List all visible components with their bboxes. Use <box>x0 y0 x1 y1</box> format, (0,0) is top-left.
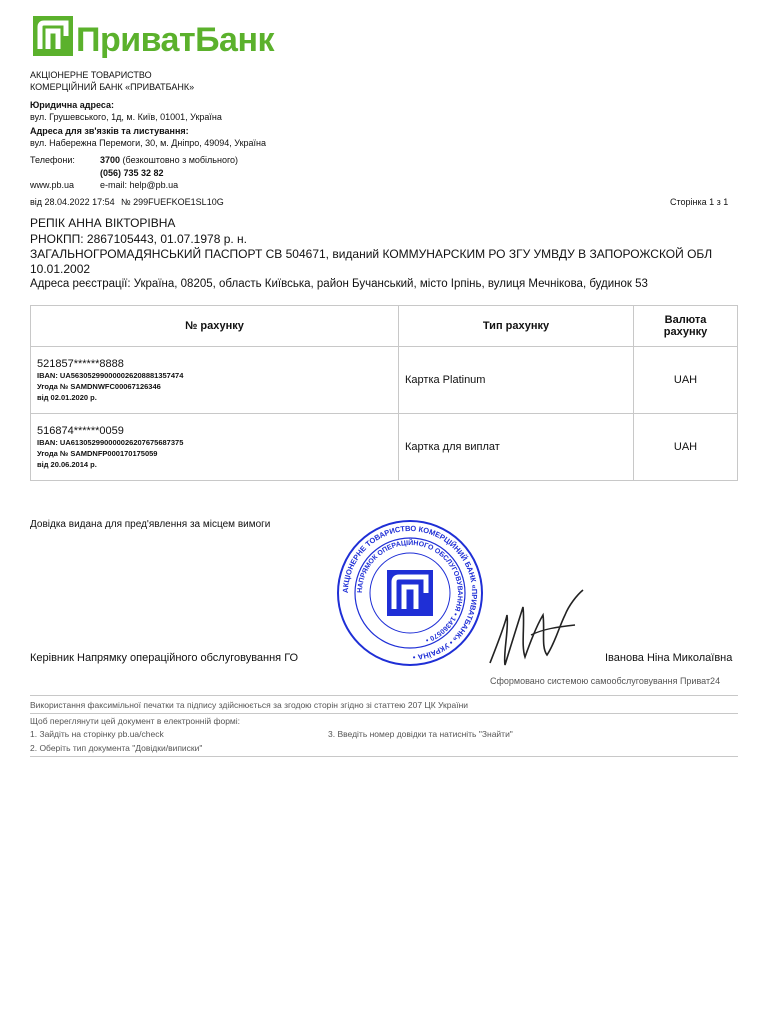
table-row <box>31 414 738 481</box>
generated-by: Сформовано системою самообслуговування Приват24 <box>490 676 721 686</box>
facsimile-note: Використання факсимільної печатки та підпису здійснюється за згодою сторін згідно зі статтею 207 ЦК України <box>30 700 469 710</box>
client-name: РЕПІК АННА ВІКТОРІВНА <box>30 216 176 230</box>
instruction-step-1: 1. Зайдіть на сторінку pb.ua/check <box>30 729 164 739</box>
certificate-purpose: Довідка видана для пред'явлення за місцем вимоги <box>30 519 271 530</box>
bank-org-line1: АКЦІОНЕРНЕ ТОВАРИСТВО <box>30 70 152 80</box>
client-address: Адреса реєстрації: Україна, 08205, область Київська, район Бучанський, місто Ірпінь, вулиця Мечнікова, будинок 53 <box>30 278 648 290</box>
account-iban: IBAN: UA613052990000026207675687375 <box>37 437 184 447</box>
account-date: від 20.06.2014 р. <box>37 459 97 469</box>
account-cell <box>31 347 399 414</box>
account-number: 516874******0059 <box>37 424 124 437</box>
doc-number: № 299FUEFKOE1SL10G <box>121 197 224 207</box>
instruction-step-3: 3. Введіть номер довідки та натисніть "Знайти" <box>328 729 513 739</box>
legal-address: вул. Грушевського, 1д, м. Київ, 01001, Україна <box>30 112 222 122</box>
legal-address-label: Юридична адреса: <box>30 100 114 110</box>
col-currency-line1: Валюта <box>664 314 707 326</box>
col-currency <box>634 306 738 347</box>
bank-logo-text: ПриватБанк <box>76 21 275 59</box>
footer-divider <box>30 695 738 696</box>
account-date: від 02.01.2020 р. <box>37 392 97 402</box>
doc-date: від 28.04.2022 17:54 <box>30 197 115 207</box>
client-id: РНОКПП: 2867105443, 01.07.1978 р. н. <box>30 232 248 246</box>
account-agreement: Угода № SAMDNFP000170175059 <box>37 448 158 458</box>
website-link[interactable]: www.pb.ua <box>30 180 75 190</box>
footer-divider <box>30 756 738 757</box>
signature-image <box>485 585 590 670</box>
account-cell <box>31 414 399 481</box>
contact-address: вул. Набережна Перемоги, 30, м. Дніпро, 49094, Україна <box>30 138 267 148</box>
account-agreement: Угода № SAMDNWFC00067126346 <box>37 381 161 391</box>
accounts-table <box>30 305 738 481</box>
phone-primary <box>100 154 238 166</box>
phones-label: Телефони: <box>30 155 75 165</box>
bank-seal-stamp <box>335 518 485 668</box>
account-iban: IBAN: UA563052990000026208881357474 <box>37 370 184 380</box>
phone-1-note: (безкоштовно з мобільного) <box>122 155 239 165</box>
footer-divider <box>30 713 738 714</box>
phone-2: (056) 735 32 82 <box>100 168 164 178</box>
account-type: Картка Platinum <box>399 347 634 414</box>
svg-text:НАПРЯМОК ОПЕРАЦІЙНОГО ОБСЛУГОВ: НАПРЯМОК ОПЕРАЦІЙНОГО ОБСЛУГОВУВАННЯ • 14360570 • <box>356 539 464 644</box>
col-account-number: № рахунку <box>31 306 399 347</box>
account-currency: UAH <box>634 347 738 414</box>
instruction-step-2: 2. Оберіть тип документа "Довідки/виписки" <box>30 743 203 753</box>
view-instructions-label: Щоб переглянути цей документ в електронній формі: <box>30 716 241 726</box>
contact-address-label: Адреса для зв'язків та листування: <box>30 126 189 136</box>
svg-text:АКЦІОНЕРНЕ ТОВАРИСТВО КОМЕРЦІЙ: АКЦІОНЕРНЕ ТОВАРИСТВО КОМЕРЦІЙНИЙ БАНК «ПРИВАТБАНК» • УКРАЇНА • <box>340 523 480 662</box>
signer-position: Керівник Напрямку операційного обслуговування ГО <box>30 652 299 664</box>
client-passport: ЗАГАЛЬНОГРОМАДЯНСЬКИЙ ПАСПОРТ СВ 504671, виданий КОММУНАРСКИМ РО ЗГУ УМВДУ В ЗАПОРОЖСКОЙ ОБЛ <box>30 247 713 261</box>
email-link[interactable]: e-mail: help@pb.ua <box>100 180 179 190</box>
phone-1: 3700 <box>100 155 121 165</box>
col-account-type: Тип рахунку <box>399 306 634 347</box>
privatbank-logo-icon <box>33 16 73 56</box>
col-currency-line2: рахунку <box>663 326 708 338</box>
bank-org-line2: КОМЕРЦІЙНИЙ БАНК «ПРИВАТБАНК» <box>30 82 195 92</box>
client-passport-date: 10.01.2002 <box>30 262 91 276</box>
account-currency: UAH <box>634 414 738 481</box>
page-indicator: Сторінка 1 з 1 <box>670 197 729 207</box>
signer-name: Іванова Ніна Миколаївна <box>605 652 733 664</box>
table-header-row <box>31 306 738 347</box>
account-number: 521857******8888 <box>37 357 124 370</box>
table-row <box>31 347 738 414</box>
account-type: Картка для виплат <box>399 414 634 481</box>
